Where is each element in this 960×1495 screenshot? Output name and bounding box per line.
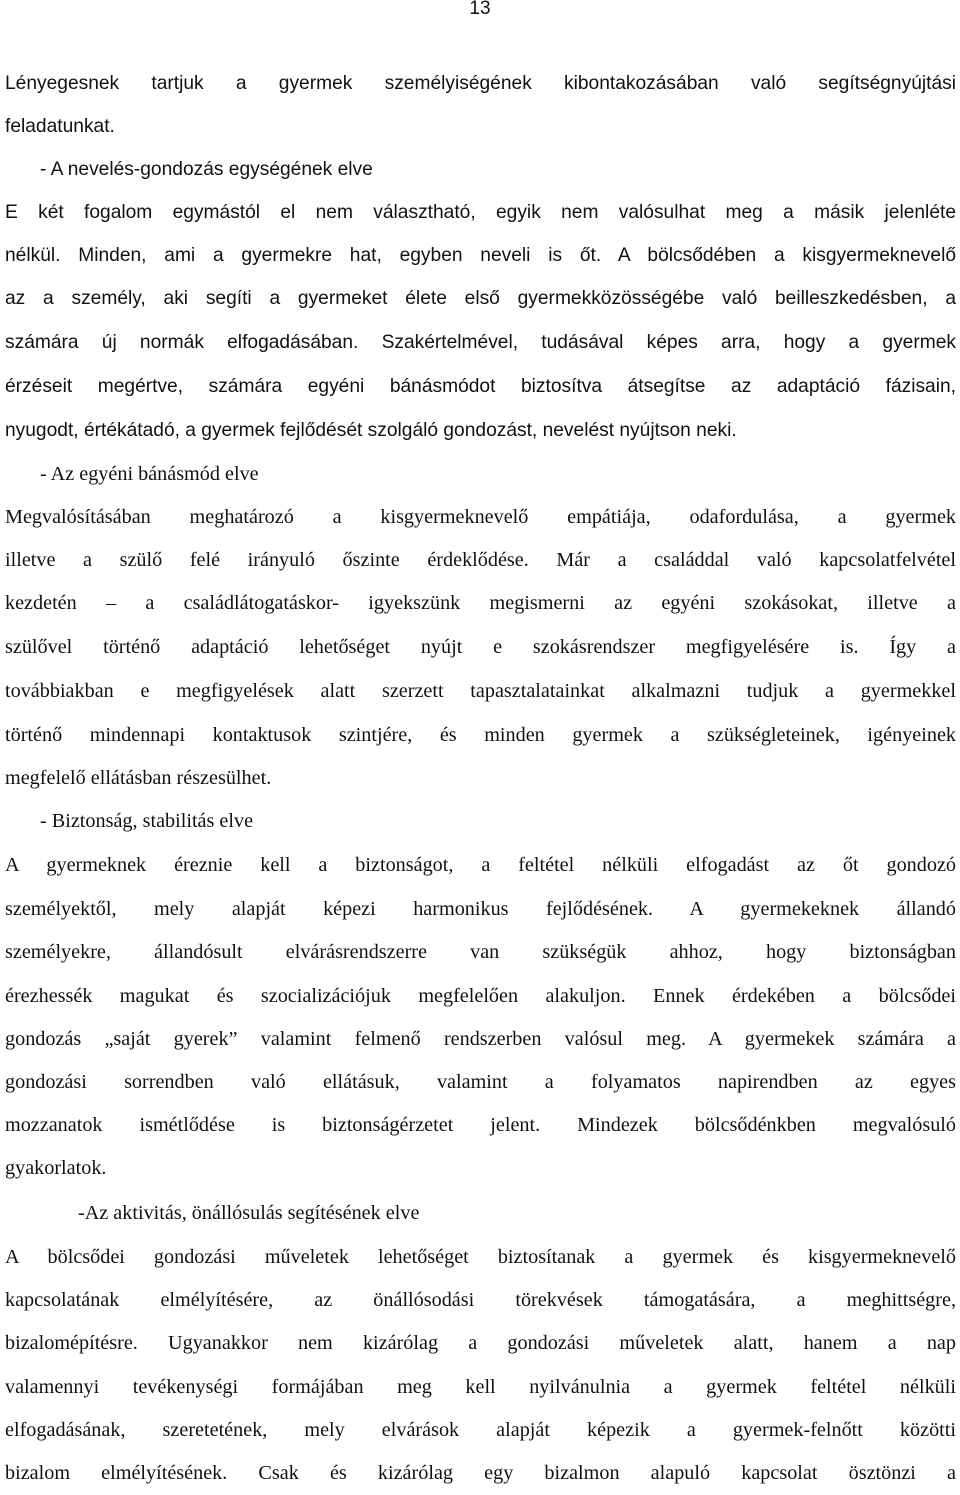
text-line: bizalomépítésre. Ugyanakkor nem kizárólag a gondozási műveletek alatt, hanem a nap [5, 1332, 956, 1354]
page-number: 13 [469, 0, 491, 19]
text-line: valamennyi tevékenységi formájában meg kell nyilvánulnia a gyermek feltétel nélküli [5, 1376, 956, 1398]
text-line: nyugodt, értékátadó, a gyermek fejlődését szolgáló gondozást, nevelést nyújtson neki. [5, 420, 737, 441]
text-line: mozzanatok ismétlődése is biztonságérzetet jelent. Mindezek bölcsődénkben megvalósuló [5, 1114, 956, 1136]
text-line: az a személy, aki segíti a gyermeket élete első gyermekközösségébe való beilleszkedésben, a [5, 288, 956, 309]
text-line: elfogadásának, szeretetének, mely elvárások alapját képezik a gyermek-felnőtt közötti [5, 1419, 956, 1441]
text-line: történő mindennapi kontaktusok szintjére, és minden gyermek a szükségleteinek, igényeinek [5, 724, 956, 746]
section-heading: - A nevelés-gondozás egységének elve [40, 159, 373, 180]
text-line: kapcsolatának elmélyítésére, az önállósodási törekvések támogatására, a meghittségre, [5, 1289, 956, 1311]
text-line: A gyermeknek éreznie kell a biztonságot, a feltétel nélküli elfogadást az őt gondozó [5, 854, 956, 876]
text-line: személyekre, állandósult elvárásrendszerre van szükségük ahhoz, hogy biztonságban [5, 941, 956, 963]
text-line: E két fogalom egymástól el nem választható, egyik nem valósulhat meg a másik jelenléte [5, 202, 956, 223]
section-heading: - Az egyéni bánásmód elve [40, 463, 259, 485]
text-line: illetve a szülő felé irányuló őszinte érdeklődése. Már a családdal való kapcsolatfelvétel [5, 549, 956, 571]
text-line: érzéseit megértve, számára egyéni bánásmódot biztosítva átsegítse az adaptáció fázisain, [5, 376, 956, 397]
text-line: A bölcsődei gondozási műveletek lehetőséget biztosítanak a gyermek és kisgyermeknevelő [5, 1246, 956, 1268]
text-line: feladatunkat. [5, 116, 115, 137]
text-line: érezhessék magukat és szocializációjuk megfelelően alakuljon. Ennek érdekében a bölcsődei [5, 985, 956, 1007]
text-line: Lényegesnek tartjuk a gyermek személyiségének kibontakozásában való segítségnyújtási [5, 73, 956, 94]
text-line: gyakorlatok. [5, 1157, 107, 1179]
section-heading: -Az aktivitás, önállósulás segítésének elve [78, 1202, 420, 1224]
text-line: megfelelő ellátásban részesülhet. [5, 767, 272, 789]
text-line: gondozási sorrendben való ellátásuk, valamint a folyamatos napirendben az egyes [5, 1071, 956, 1093]
text-line: bizalom elmélyítésének. Csak és kizárólag egy bizalmon alapuló kapcsolat ösztönzi a [5, 1462, 956, 1484]
text-line: számára új normák elfogadásában. Szakértelmével, tudásával képes arra, hogy a gyermek [5, 332, 956, 353]
text-line: kezdetén – a családlátogatáskor- igyekszünk megismerni az egyéni szokásokat, illetve a [5, 592, 956, 614]
text-line: személyektől, mely alapját képezi harmonikus fejlődésének. A gyermekeknek állandó [5, 898, 956, 920]
text-line: nélkül. Minden, ami a gyermekre hat, egyben neveli is őt. A bölcsődében a kisgyermeknevelő [5, 245, 956, 266]
text-line: Megvalósításában meghatározó a kisgyermeknevelő empátiája, odafordulása, a gyermek [5, 506, 956, 528]
text-line: továbbiakban e megfigyelések alatt szerzett tapasztalatainkat alkalmazni tudjuk a gyermekkel [5, 680, 956, 702]
text-line: gondozás „saját gyerek” valamint felmenő rendszerben valósul meg. A gyermekek számára a [5, 1028, 956, 1050]
section-heading: - Biztonság, stabilitás elve [40, 810, 254, 832]
text-line: szülővel történő adaptáció lehetőséget nyújt e szokásrendszer megfigyelésére is. Így a [5, 636, 956, 658]
